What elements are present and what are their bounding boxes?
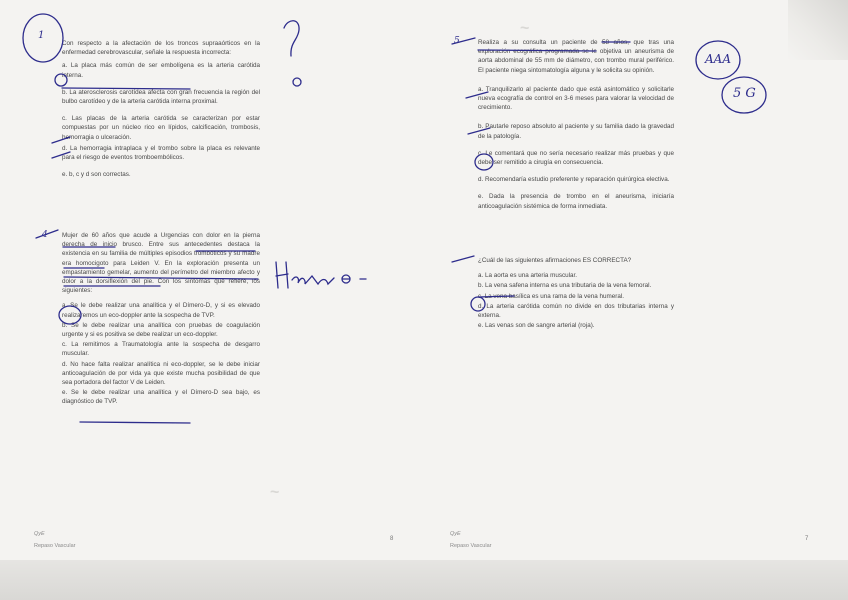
question-4-option-d: d. La arteria carótida común no divide en dos tributarias interna y externa. (478, 302, 674, 320)
question-4 (478, 256, 674, 330)
question-4-option-e: e. Las venas son de sangre arterial (roja). (478, 322, 595, 330)
question-1-stem: Con respecto a la afectación de los troncos supraaórticos en la enfermedad cerebrovascular, señale la respuesta incorrecta: (62, 40, 260, 57)
handwritten-scribble (276, 262, 334, 288)
question-4-stem: ¿Cuál de las siguientes afirmaciones ES CORRECTA? (478, 257, 632, 264)
circle-text-aaa: AAA (705, 52, 731, 66)
question-3-option-e: e. Dada la presencia de trombo en el aneurisma, iniciaría anticoagulación sistémica de forma inmediata. (478, 193, 674, 210)
question-1-option-c: c. Las placas de la arteria carótida se caracterizan por estar compuestas por un núcleo rico en lípidos, calcificación, trombosis, hemorragia o ulceración. (62, 115, 260, 141)
circle-text-5g: 5 G (733, 86, 756, 101)
question-mark-curve (284, 21, 299, 56)
underline-q2e (80, 422, 190, 423)
right-footer-logo: QyE (450, 531, 461, 537)
margin-number-2: 4 (42, 230, 48, 240)
question-4-option-a: a. La aorta es una arteria muscular. (478, 272, 578, 280)
question-4-option-b: b. La vena safena interna es una tributaria de la vena femoral. (478, 282, 652, 290)
question-3-option-a: a. Tranquilizarlo al paciente dado que está asintomático y solicitarle nueva ecografía de control en 3-6 meses para valorar la velocidad de crecimiento. (478, 85, 674, 112)
question-2-stem: Mujer de 60 años que acude a Urgencias con dolor en la pierna derecha de inicio brusco. Entre sus antecedentes destaca la existencia en su familia de múltiples episodios trombóticos y su madre era homocigoto para Leiden V. En la exploración presenta un empastamiento gemelar, aumento del perímetro del miembro afecto y dolor a la dorsiflexión del pie. Con los síntomas que refiere, los siguientes: (62, 232, 260, 295)
question-3-option-c: c. Le comentará que no sería necesario realizar más pruebas y que debe ser remitido a cirugía en consecuencia. (478, 149, 674, 167)
question-4-option-c: c. La vena basílica es una rama de la vena humeral. (478, 292, 624, 300)
checkmark-q4 (452, 256, 474, 262)
left-page-number: 8 (390, 536, 394, 542)
question-1 (62, 39, 260, 179)
right-footer-text: Repaso Vascular (450, 543, 492, 549)
question-2-option-d: d. No hace falta realizar analítica ni eco-doppler, se le debe iniciar anticoagulación de por vida ya que existe mucha posibilidad de que sea portadora del factor V de Leiden. (62, 360, 260, 387)
question-2 (62, 231, 260, 407)
left-footer-logo: QyE (34, 531, 45, 537)
question-3-option-d: d. Recomendaría estudio preferente y reparación quirúrgica electiva. (478, 176, 670, 184)
bleed-through-mark: ~ (520, 20, 530, 37)
question-2-option-a: a. Se le debe realizar una analítica y el Dímero-D, y si es elevado realizaremos un eco-doppler ante la sospecha de TVP. (62, 302, 260, 319)
question-1-option-a: a. La placa más común de ser embolígena es la arteria carótida interna. (62, 62, 260, 79)
question-2-option-e: e. Se le debe realizar una analítica y el Dímero-D sea bajo, es diagnóstico de TVP. (62, 389, 260, 406)
question-3-stem: Realiza a su consulta un paciente de 58 años, que tras una exploración ecográfica programada se le objetiva un aneurisma de aorta abdominal de 55 mm de diámetro, con trombo mural periférico. El paciente niega sintomatología alguna y le solicita su opinión. (478, 39, 674, 74)
question-1-option-e: e. b, c y d son correctas. (62, 171, 131, 179)
margin-number-3: 5 (454, 36, 460, 46)
bottom-shadow (0, 560, 848, 600)
question-mark-dot (293, 78, 301, 86)
question-1-option-d: d. La hemorragia intraplaca y el trombo sobre la placa es relevante para el riesgo de eventos tromboembólicos. (62, 144, 260, 162)
left-footer-text: Repaso Vascular (34, 543, 76, 549)
question-3 (478, 38, 674, 211)
corner-shadow (788, 0, 848, 60)
right-page-number: 7 (805, 536, 809, 542)
question-3-option-b: b. Pautarle reposo absoluto al paciente y su familia dado la gravedad de la patología. (478, 123, 674, 140)
question-2-option-c: c. La remitimos a Traumatología ante la sospecha de desgarro muscular. (62, 341, 260, 358)
question-2-option-b: b. Se le debe realizar una analítica con pruebas de coagulación urgente y si es positiva se debe realizar un eco-doppler. (62, 321, 260, 339)
scribble-circle (342, 275, 350, 283)
question-1-option-b: b. La aterosclerosis carotídea afecta con gran frecuencia la región del bulbo carotídeo y de la arteria carótida interna proximal. (62, 88, 260, 106)
margin-number-1: 1 (38, 30, 45, 41)
bleed-through-mark: ~ (270, 484, 280, 501)
